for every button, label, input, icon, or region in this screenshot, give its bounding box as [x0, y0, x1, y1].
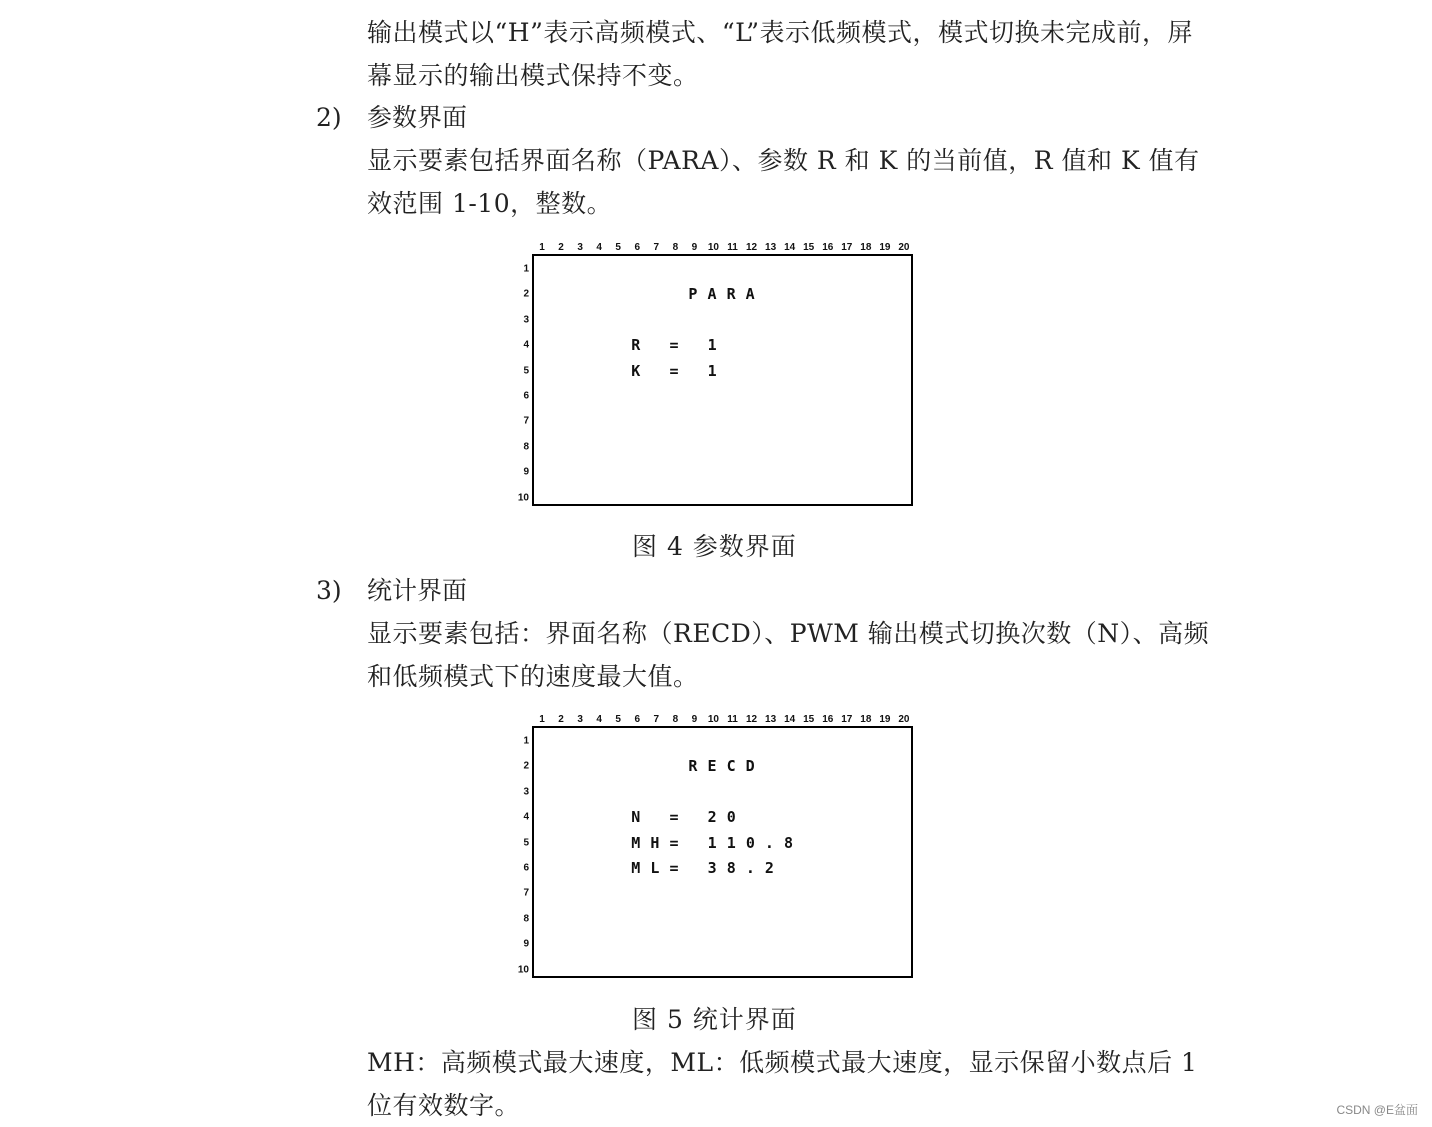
row-tick: 4 [523, 811, 529, 823]
row-tick: 6 [523, 862, 529, 874]
lcd-text-line: P A R A [688, 285, 755, 304]
column-tick: 20 [898, 242, 910, 253]
row-tick: 3 [523, 786, 529, 798]
watermark: CSDN @E盆面 [1336, 1103, 1418, 1117]
column-tick: 7 [653, 714, 660, 725]
row-tick: 1 [523, 263, 529, 275]
lcd-text-line: M H = 1 1 0 . 8 [631, 833, 794, 852]
column-tick: 17 [841, 242, 853, 253]
lcd-text-line: K = 1 [631, 361, 717, 380]
column-tick: 12 [745, 714, 758, 725]
lcd-text-line: M L = 3 8 . 2 [631, 859, 774, 877]
column-tick: 3 [577, 242, 583, 253]
footer-paragraph: MH：高频模式最大速度，ML：低频模式最大速度，显示保留小数点后 1 位有效数字。 [367, 1048, 1198, 1120]
column-tick: 20 [898, 714, 910, 725]
column-tick: 6 [634, 242, 641, 253]
column-tick: 15 [803, 714, 815, 725]
row-tick: 9 [523, 466, 529, 478]
column-tick: 8 [672, 242, 679, 253]
column-tick: 1 [539, 242, 545, 253]
column-tick: 5 [615, 242, 621, 253]
row-tick: 8 [523, 441, 529, 453]
figure-5-caption: 图 5 统计界面 [632, 1005, 797, 1034]
column-tick: 6 [634, 714, 641, 725]
row-tick: 7 [523, 415, 529, 427]
column-tick: 15 [803, 242, 815, 253]
section-3-number: 3) [316, 576, 342, 605]
column-tick: 2 [558, 714, 564, 725]
column-tick: 1 [539, 714, 545, 725]
column-tick: 14 [784, 242, 796, 253]
section-3-description: 显示要素包括：界面名称（RECD）、PWM 输出模式切换次数（N）、高频和低频模式下的速度最大值。 [367, 619, 1210, 691]
section-2-description: 显示要素包括界面名称（PARA）、参数 R 和 K 的当前值，R 值和 K 值有效范围 1-10，整数。 [367, 146, 1200, 218]
row-tick: 1 [523, 735, 529, 747]
section-3-title: 统计界面 [367, 576, 468, 605]
intro-paragraph: 输出模式以“H”表示高频模式、“L”表示低频模式，模式切换未完成前，屏幕显示的输出模式保持不变。 [367, 18, 1194, 90]
column-tick: 11 [727, 714, 738, 725]
column-tick: 8 [672, 714, 679, 725]
row-tick: 5 [523, 365, 529, 377]
column-tick: 7 [653, 242, 660, 253]
section-2-number: 2) [316, 103, 342, 132]
column-tick: 16 [822, 714, 834, 725]
row-tick: 8 [523, 913, 529, 925]
column-tick: 13 [765, 714, 777, 725]
figure-4-caption: 图 4 参数界面 [632, 532, 797, 561]
row-tick: 10 [517, 964, 529, 976]
column-tick: 9 [691, 242, 698, 253]
row-tick: 4 [523, 339, 529, 351]
column-tick: 10 [707, 242, 719, 253]
row-tick: 7 [523, 887, 529, 899]
column-tick: 18 [860, 714, 872, 725]
column-tick: 16 [822, 242, 834, 253]
column-tick: 10 [707, 714, 719, 725]
figure-4-lcd-grid [507, 242, 927, 522]
column-tick: 17 [841, 714, 853, 725]
row-tick: 2 [523, 288, 529, 300]
column-tick: 3 [577, 714, 583, 725]
column-tick: 13 [765, 242, 777, 253]
section-2-title: 参数界面 [367, 103, 468, 132]
figure-5-lcd-grid [507, 714, 927, 994]
row-tick: 6 [523, 390, 529, 402]
column-tick: 9 [691, 714, 698, 725]
column-tick: 11 [727, 242, 738, 253]
column-tick: 19 [879, 242, 891, 253]
lcd-text-line: N = 2 0 [631, 808, 736, 827]
column-tick: 2 [558, 242, 564, 253]
column-tick: 4 [596, 714, 602, 725]
column-tick: 12 [745, 242, 758, 253]
column-tick: 18 [860, 242, 872, 253]
lcd-text-line: R = 1 [631, 336, 717, 355]
row-tick: 5 [523, 837, 529, 849]
column-tick: 14 [784, 714, 796, 725]
row-tick: 10 [517, 492, 529, 504]
row-tick: 9 [523, 938, 529, 950]
row-tick: 3 [523, 314, 529, 326]
column-tick: 4 [596, 242, 602, 253]
lcd-text-line: R E C D [688, 757, 755, 776]
row-tick: 2 [523, 760, 529, 772]
column-tick: 5 [615, 714, 621, 725]
column-tick: 19 [879, 714, 891, 725]
